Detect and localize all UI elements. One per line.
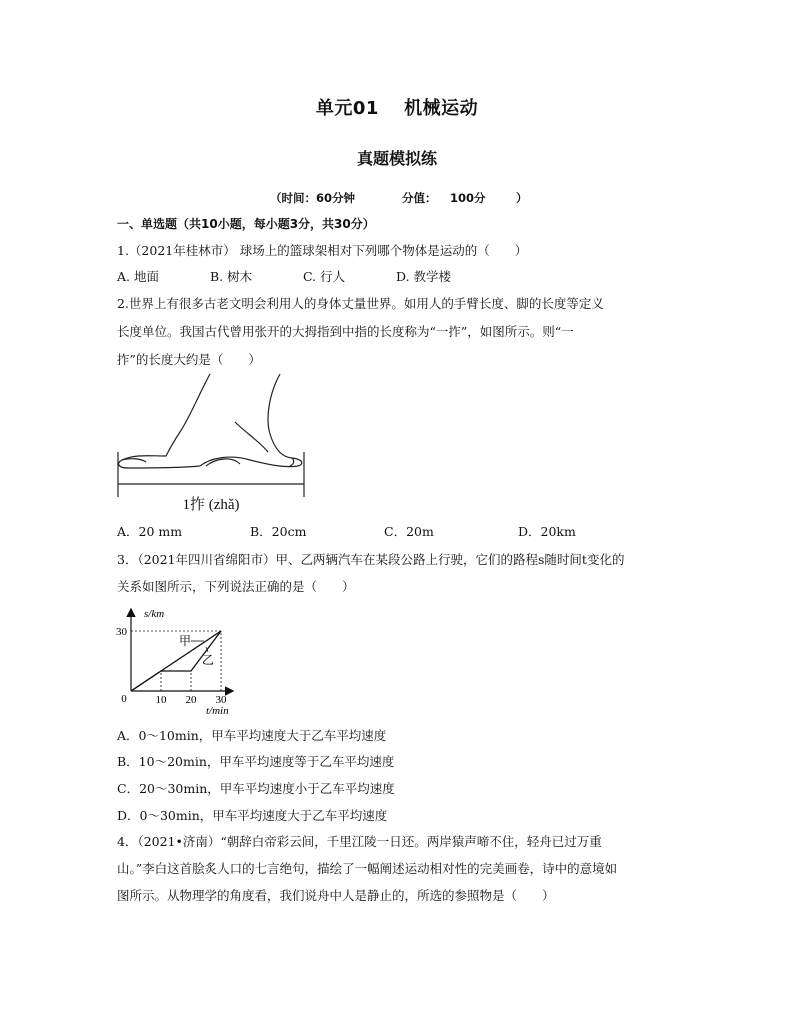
q1-option-b: B. 树木 [210, 269, 253, 284]
origin-label: 0 [121, 693, 127, 705]
hand-outline [119, 374, 302, 468]
q1-stem: 1.（2021年桂林市） 球场上的篮球架相对下列哪个物体是运动的（ ） [117, 243, 528, 258]
score-value: 100分 [450, 191, 486, 205]
q3-line-2: 关系如图所示，下列说法正确的是（ ） [117, 579, 355, 594]
q2-line-2: 长度单位。我国古代曾用张开的大拇指到中指的长度称为“一拃”，如图所示。则“一 [117, 324, 574, 339]
unit-title: 单元01 机械运动 [315, 98, 479, 119]
q4-line-3: 图所示。从物理学的角度看，我们说舟中人是静止的，所选的参照物是（ ） [117, 888, 555, 903]
span-label: 1拃 (zhǎ) [182, 497, 240, 513]
time-label: （时间：60分钟 [270, 191, 356, 205]
x-tick-label: 10 [155, 694, 167, 706]
q3-option-b: B．10～20min，甲车平均速度等于乙车平均速度 [117, 754, 395, 769]
hand-span-figure [110, 372, 320, 517]
section-heading: 一、单选题（共10小题，每小题3分，共30分） [117, 217, 375, 231]
q3-option-a: A．0～10min，甲车平均速度大于乙车平均速度 [117, 728, 387, 743]
series-label-jia: 甲 [179, 634, 192, 648]
y-axis-label: s/km [144, 608, 165, 620]
x-tick-label: 30 [215, 694, 227, 706]
q2-option-c: C．20m [384, 524, 434, 539]
x-tick-label: 20 [185, 694, 197, 706]
q3-line-1: 3．（2021年四川省绵阳市）甲、乙两辆汽车在某段公路上行驶，它们的路程s随时间t变化的 [117, 552, 625, 567]
x-axis-label: t/min [206, 705, 229, 717]
q3-option-c: C．20～30min，甲车平均速度小于乙车平均速度 [117, 781, 395, 796]
y-tick-label: 30 [116, 626, 127, 638]
exam-subtitle: 真题模拟练 [356, 149, 437, 168]
q2-option-d: D．20km [518, 524, 576, 539]
score-label: 分值： [402, 191, 437, 205]
q2-option-b: B．20cm [250, 524, 307, 539]
paren-close: ） [516, 191, 528, 205]
q4-line-2: 山。”李白这首脍炙人口的七言绝句，描绘了一幅阐述运动相对性的完美画卷，诗中的意境如 [117, 861, 618, 876]
q4-line-1: 4．（2021•济南）“朝辞白帝彩云间，千里江陵一日还。两岸猿声啼不住，轻舟已过万重 [117, 834, 602, 849]
series-label-yi: 乙 [202, 653, 215, 667]
q2-option-a: A．20 mm [117, 524, 183, 539]
q2-line-1: 2.世界上有很多古老文明会利用人的身体丈量世界。如用人的手臂长度、脚的长度等定义 [117, 296, 604, 311]
q1-option-d: D. 教学楼 [396, 269, 452, 284]
q1-option-a: A. 地面 [117, 269, 159, 284]
q2-line-3: 拃”的长度大约是（ ） [117, 352, 261, 367]
distance-time-chart [112, 600, 252, 720]
q3-option-d: D．0～30min，甲车平均速度大于乙车平均速度 [117, 808, 388, 823]
q1-option-c: C. 行人 [303, 269, 346, 284]
